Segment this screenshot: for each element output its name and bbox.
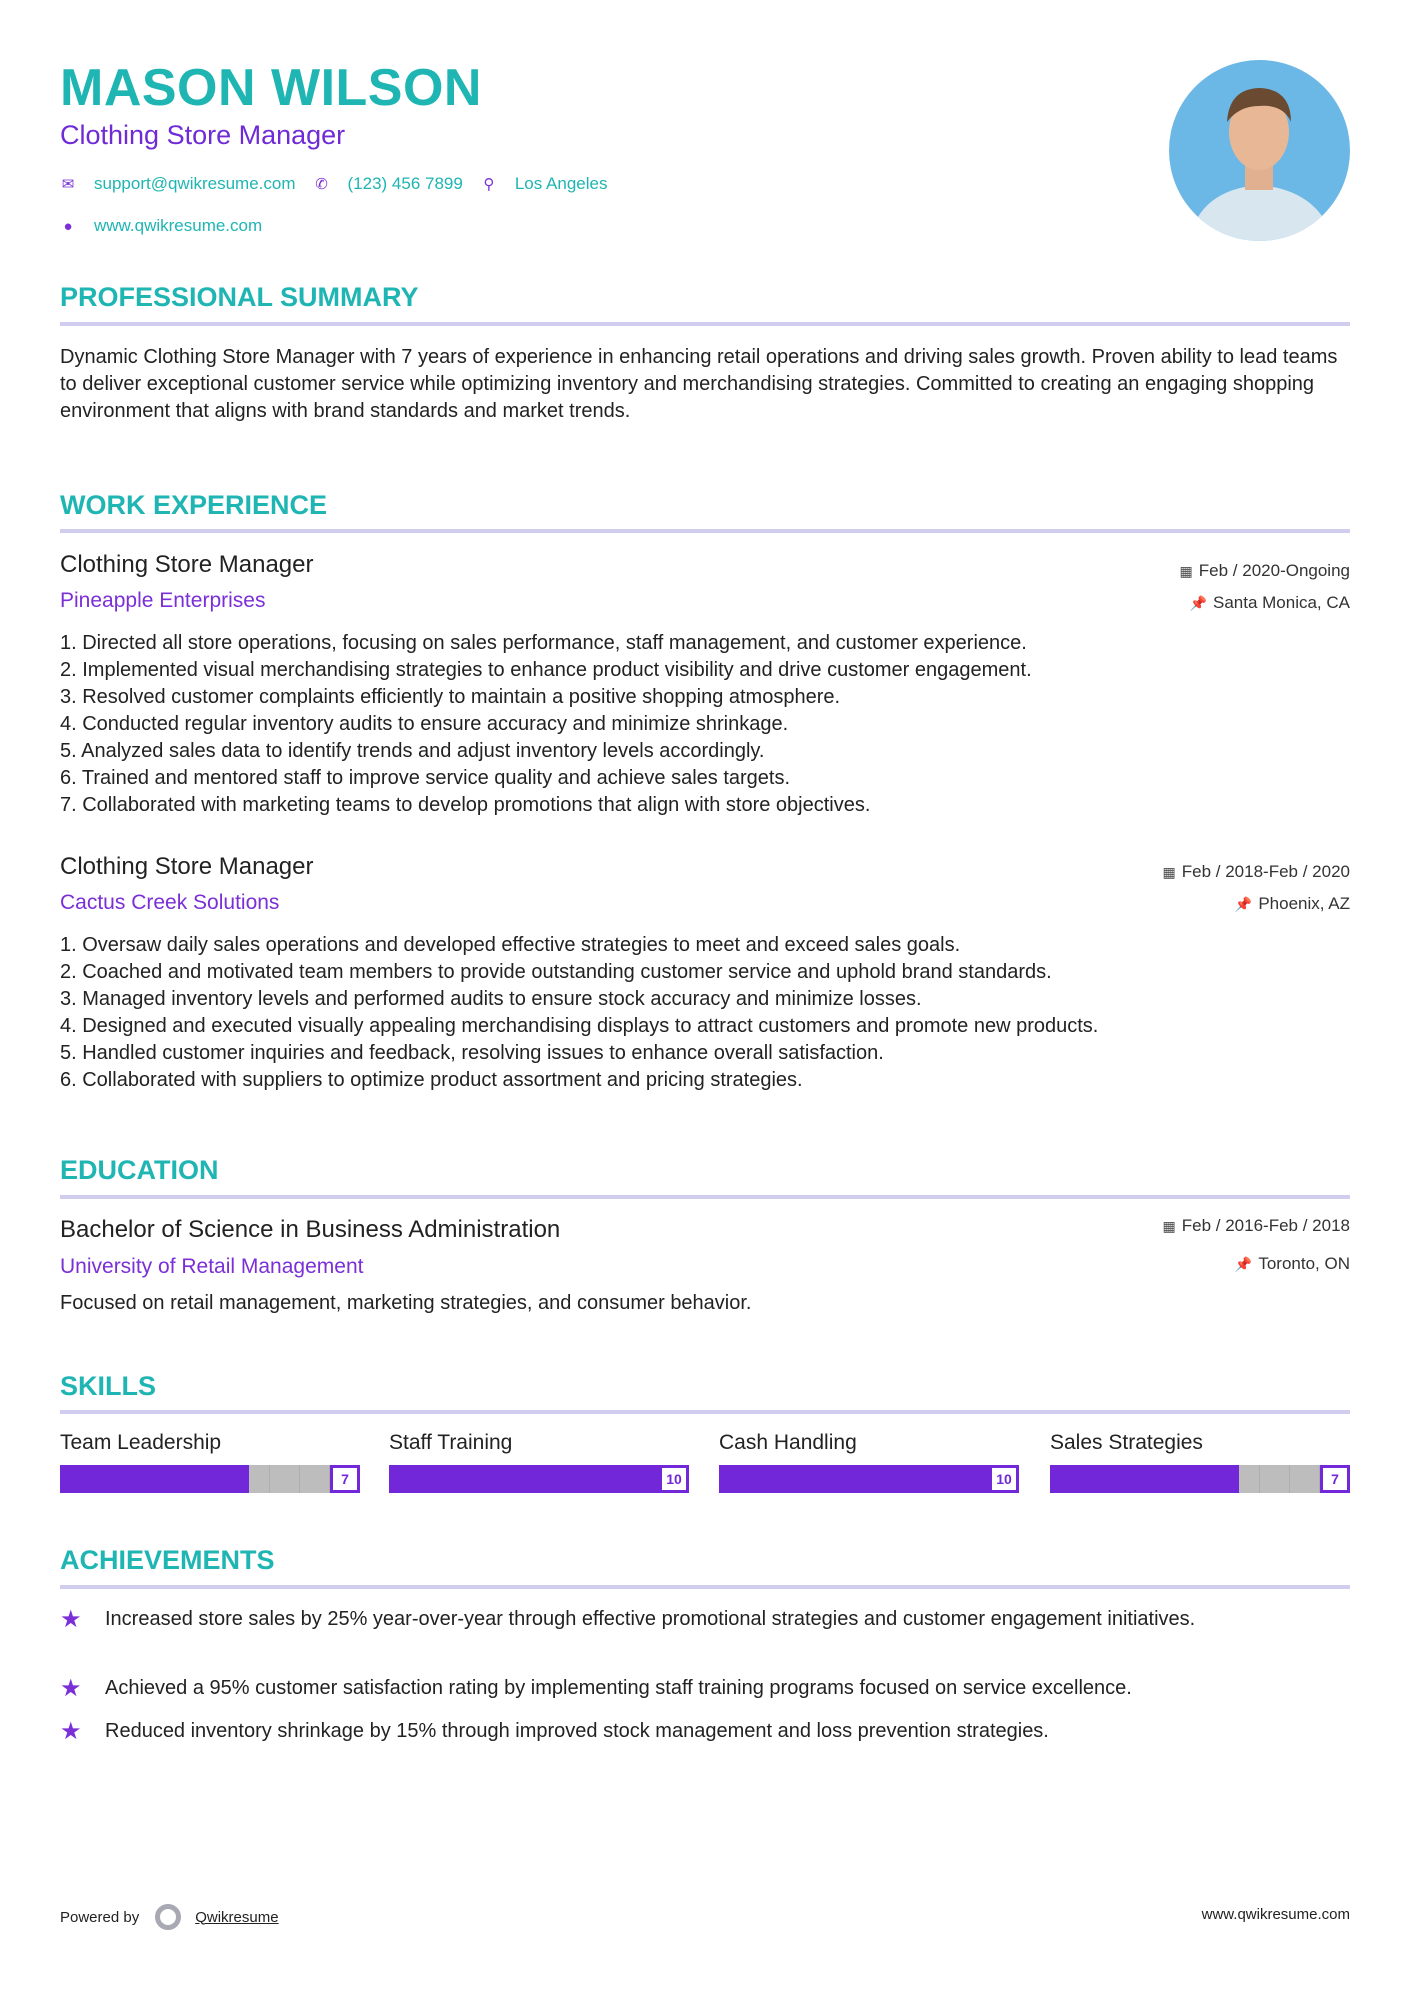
company-name: Cactus Creek Solutions (60, 891, 280, 914)
skill-level: 7 (330, 1465, 360, 1493)
divider (60, 1410, 1350, 1414)
pin-icon: 📌 (1189, 595, 1207, 611)
email-icon: ✉ (61, 176, 75, 193)
job-dates: Feb / 2018-Feb / 2020 (1181, 862, 1350, 881)
skill-level: 7 (1320, 1465, 1350, 1493)
skill-level: 10 (989, 1465, 1019, 1493)
summary-heading: PROFESSIONAL SUMMARY (60, 282, 419, 312)
qwikresume-logo-icon (155, 1904, 181, 1930)
divider (60, 1585, 1350, 1589)
list-item: 2. Implemented visual merchandising strategies to enhance product visibility and drive customer engagement. (60, 659, 1032, 681)
achievement-item: ★ Reduced inventory shrinkage by 15% through improved stock management and loss prevention strategies. (60, 1718, 1049, 1745)
skill-item (60, 1431, 360, 1493)
divider (60, 1195, 1350, 1199)
powered-by-label: Powered by (60, 1908, 140, 1926)
job-bullets (60, 630, 1360, 819)
pin-icon: 📌 (1234, 896, 1253, 912)
list-item: 7. Collaborated with marketing teams to develop promotions that align with store objectives. (60, 794, 871, 816)
list-item: 3. Resolved customer complaints efficiently to maintain a positive shopping atmosphere. (60, 686, 841, 708)
location-text: Los Angeles (514, 174, 608, 193)
skill-bar (719, 1465, 1019, 1493)
job-title: Clothing Store Manager (60, 551, 314, 578)
list-item: 6. Collaborated with suppliers to optimize product assortment and pricing strategies. (60, 1069, 803, 1091)
candidate-title: Clothing Store Manager (60, 120, 346, 150)
skill-item (389, 1431, 689, 1493)
bar-segment (270, 1465, 300, 1493)
education-description: Focused on retail management, marketing strategies, and consumer behavior. (60, 1292, 752, 1314)
skill-bar (60, 1465, 360, 1493)
list-item: 5. Handled customer inquiries and feedback, resolving issues to enhance overall satisfaction. (60, 1042, 884, 1064)
education-heading: EDUCATION (60, 1155, 219, 1185)
footer-website[interactable]: www.qwikresume.com (1201, 1906, 1350, 1923)
skill-item (719, 1431, 1019, 1493)
bar-segment (1260, 1465, 1290, 1493)
company-name: Pineapple Enterprises (60, 589, 266, 612)
bar-segment (300, 1465, 330, 1493)
job-dates: Feb / 2020-Ongoing (1198, 561, 1350, 580)
skill-bar (1050, 1465, 1350, 1493)
education-location: Toronto, ON (1258, 1254, 1350, 1273)
skill-fill (389, 1465, 659, 1493)
education-dates: Feb / 2016-Feb / 2018 (1181, 1216, 1350, 1235)
achievements-heading: ACHIEVEMENTS (60, 1545, 275, 1575)
divider (60, 529, 1350, 533)
profile-photo (1169, 60, 1350, 241)
candidate-name: MASON WILSON (60, 59, 482, 117)
job-title: Clothing Store Manager (60, 853, 314, 880)
qwikresume-link[interactable]: Qwikresume (195, 1908, 279, 1926)
skills-heading: SKILLS (60, 1371, 157, 1401)
list-item: 6. Trained and mentored staff to improve service quality and achieve sales targets. (60, 767, 791, 789)
pin-icon: 📌 (1234, 1256, 1253, 1272)
location-pin-icon: ⚲ (483, 176, 495, 193)
calendar-icon: ▦ (1179, 563, 1193, 579)
skill-name: Sales Strategies (1050, 1431, 1203, 1454)
star-icon: ★ (60, 1718, 82, 1745)
globe-icon: ● (63, 217, 73, 235)
achievement-item: ★ Achieved a 95% customer satisfaction rating by implementing staff training programs focused on service excellence. (60, 1675, 1132, 1702)
job-bullets (60, 932, 1360, 1094)
job-location: Phoenix, AZ (1258, 894, 1350, 913)
website-link[interactable]: www.qwikresume.com (94, 216, 263, 235)
star-icon: ★ (60, 1675, 82, 1702)
experience-heading: WORK EXPERIENCE (60, 490, 328, 520)
degree-title: Bachelor of Science in Business Administration (60, 1216, 561, 1243)
phone-text: (123) 456 7899 (347, 174, 463, 193)
skill-bar (389, 1465, 689, 1493)
list-item: 2. Coached and motivated team members to provide outstanding customer service and uphold brand standards. (60, 961, 1052, 983)
divider (60, 322, 1350, 326)
job-location: Santa Monica, CA (1212, 593, 1350, 612)
phone-icon: ✆ (315, 176, 328, 193)
calendar-icon: ▦ (1162, 1218, 1176, 1234)
skill-name: Cash Handling (719, 1431, 857, 1454)
list-item: 4. Designed and executed visually appealing merchandising displays to attract customers and promote new products. (60, 1015, 1099, 1037)
list-item: 3. Managed inventory levels and performed audits to ensure stock accuracy and minimize losses. (60, 988, 922, 1010)
summary-text: Dynamic Clothing Store Manager with 7 years of experience in enhancing retail operations and driving sales growth. Proven ability to lead teams to deliver exceptional customer service while optimizing inventory and merchandising strategies. Committed to creating an engaging shopping environment that aligns with brand standards and market trends. (60, 346, 1338, 422)
skill-fill (1050, 1465, 1239, 1493)
achievement-item: ★ Increased store sales by 25% year-over-year through effective promotional strategies and customer engagement initiatives. (60, 1606, 1196, 1633)
school-name: University of Retail Management (60, 1255, 364, 1278)
skill-level: 10 (659, 1465, 689, 1493)
list-item: 5. Analyzed sales data to identify trends and adjust inventory levels accordingly. (60, 740, 765, 762)
list-item: 1. Oversaw daily sales operations and developed effective strategies to meet and exceed sales goals. (60, 934, 961, 956)
list-item: 4. Conducted regular inventory audits to ensure accuracy and minimize shrinkage. (60, 713, 789, 735)
email-link[interactable]: support@qwikresume.com (94, 174, 296, 193)
skill-fill (60, 1465, 249, 1493)
skill-item (1050, 1431, 1350, 1493)
contact-row (60, 174, 625, 194)
skill-name: Team Leadership (60, 1431, 222, 1454)
list-item: 1. Directed all store operations, focusing on sales performance, staff management, and customer experience. (60, 632, 1027, 654)
skill-fill (719, 1465, 989, 1493)
bar-segment (1290, 1465, 1320, 1493)
skill-name: Staff Training (389, 1431, 513, 1454)
star-icon: ★ (60, 1606, 82, 1633)
calendar-icon: ▦ (1162, 864, 1176, 880)
